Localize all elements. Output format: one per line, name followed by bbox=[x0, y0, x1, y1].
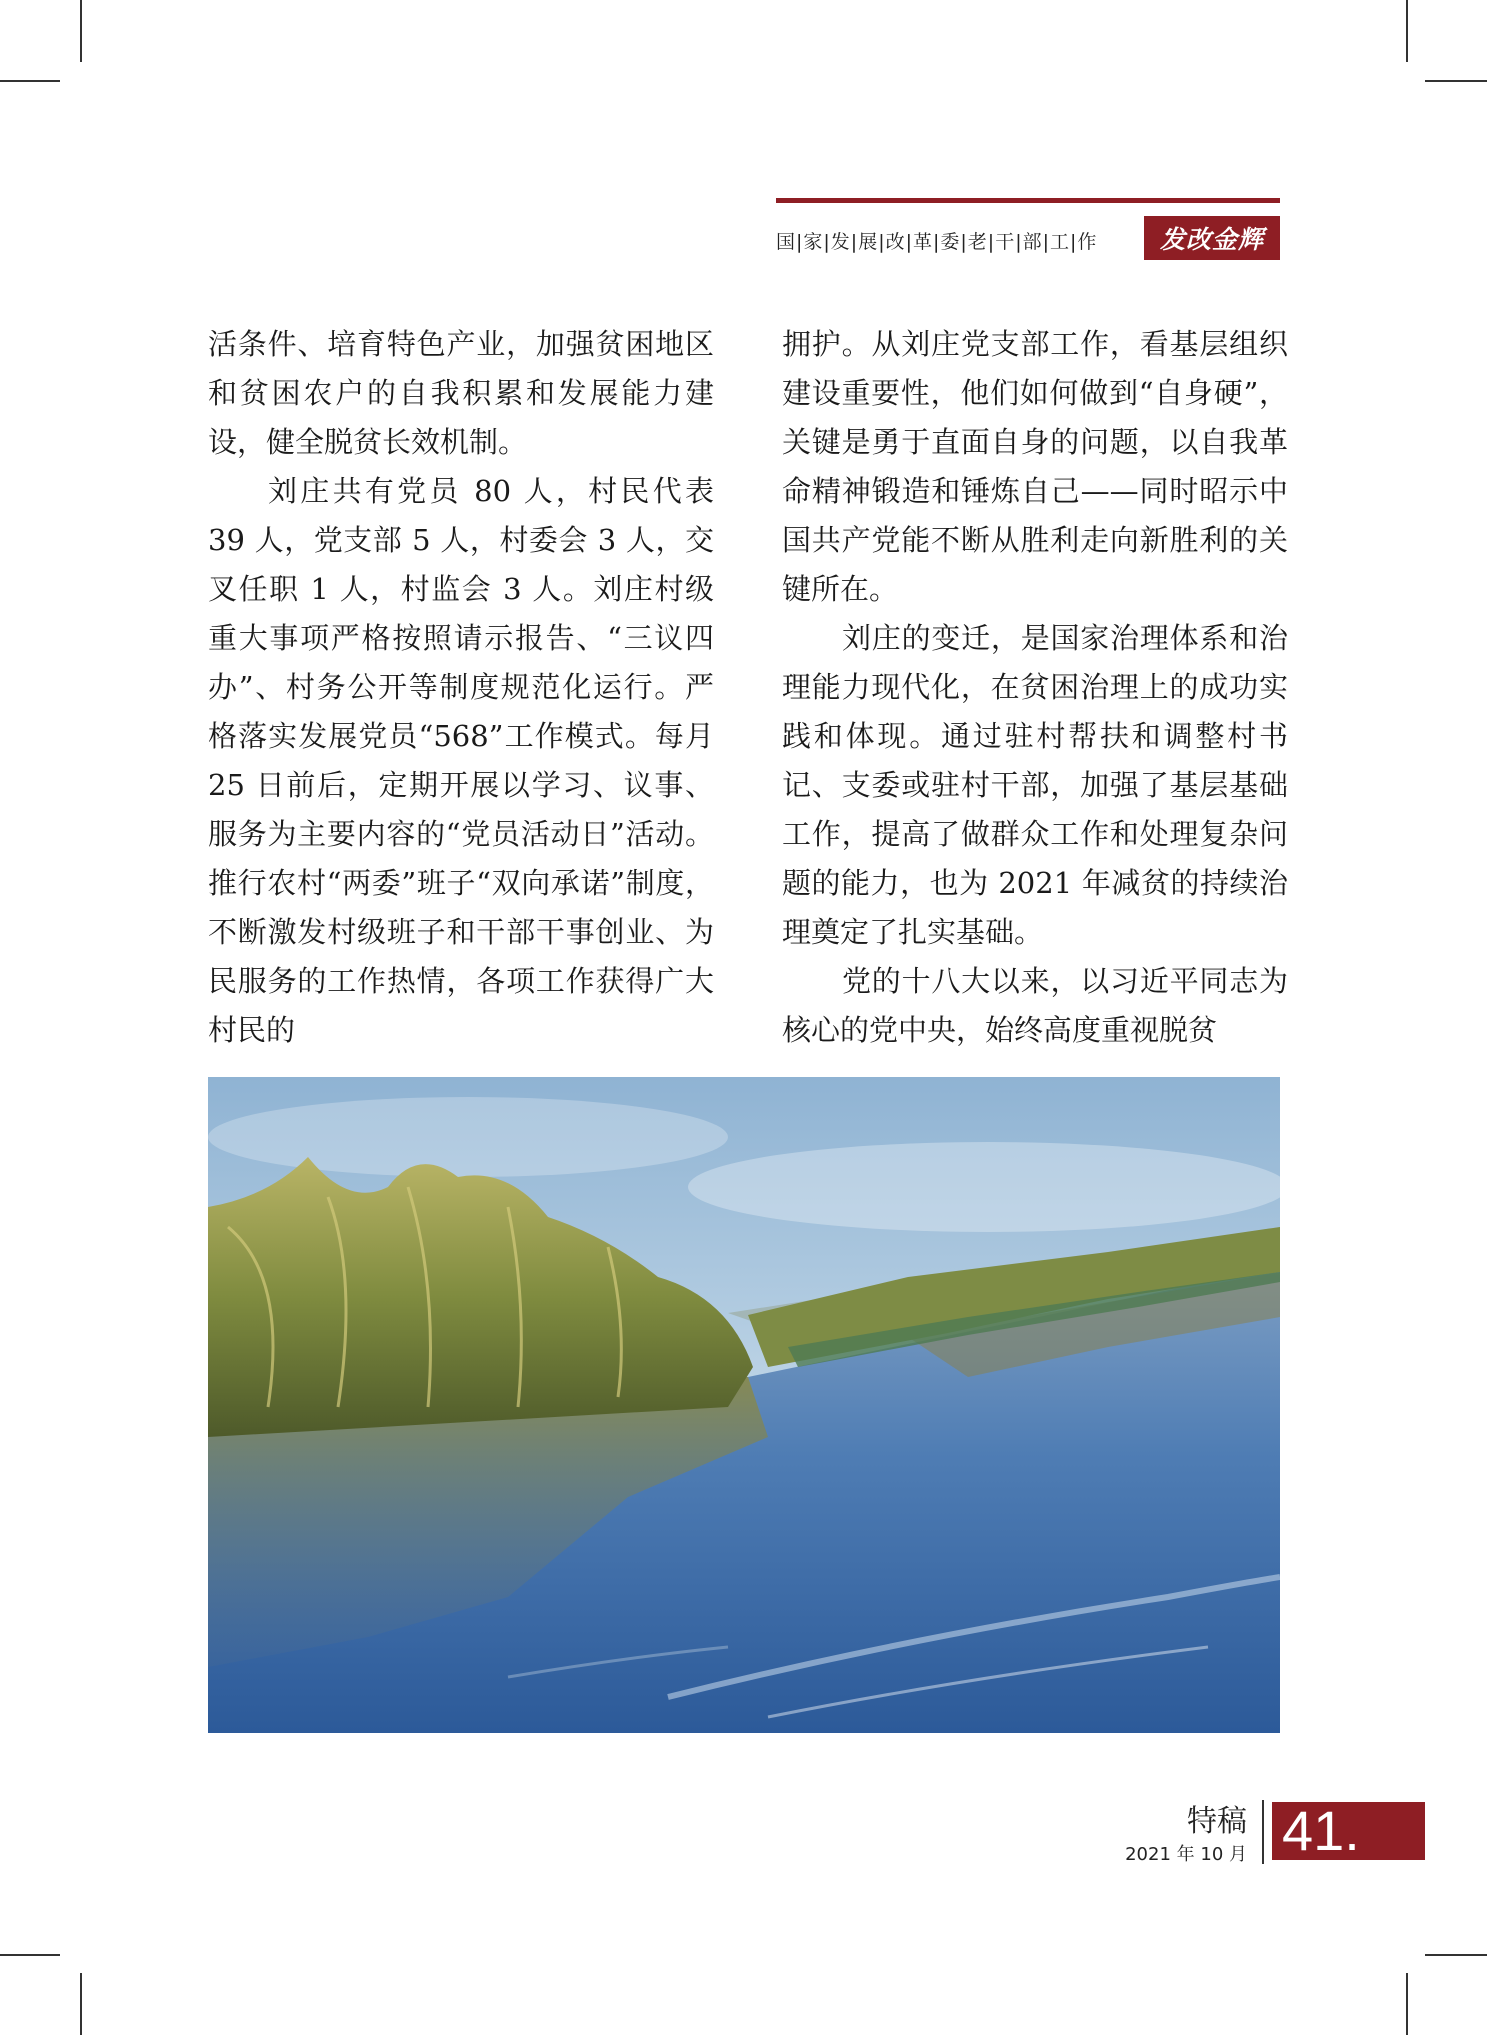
issue-date: 2021 年 10 月 bbox=[1125, 1844, 1247, 1865]
paragraph: 拥护。从刘庄党支部工作，看基层组织建设重要性，他们如何做到“自身硬”，关键是勇于直面自身的问题，以自我革命精神锻造和锤炼自己——同时昭示中国共产党能不断从胜利走向新胜利的关键所在。 bbox=[782, 327, 1288, 606]
footer-divider bbox=[1262, 1800, 1264, 1864]
crop-mark bbox=[1425, 80, 1487, 82]
header-rule bbox=[776, 198, 1280, 203]
crop-mark bbox=[0, 1954, 60, 1956]
lake-reeds-photo bbox=[208, 1077, 1280, 1733]
running-header bbox=[776, 222, 1097, 258]
brand-badge: 发改金辉 bbox=[1144, 216, 1280, 260]
text-column-right bbox=[782, 320, 1288, 1055]
header-label: 国|家|发|展|改|革|委|老|干|部|工|作 bbox=[776, 230, 1098, 253]
crop-mark bbox=[80, 1973, 82, 2035]
paragraph: 刘庄共有党员 80 人，村民代表 39 人，党支部 5 人，村委会 3 人，交叉任职 1 人，村监会 3 人。刘庄村级重大事项严格按照请示报告、“三议四办”、村务公开等制度规范化运行。严格落实发展党员“568”工作模式。每月 25 日前后，定期开展以学习、议事、服务为主要内容的“党员活动日”活动。推行农村“两委”班子“双向承诺”制度，不断激发村级班子和干部干事创业、为民服务的工作热情，各项工作获得广大村民的 bbox=[208, 474, 714, 1047]
paragraph: 刘庄的变迁，是国家治理体系和治理能力现代化，在贫困治理上的成功实践和体现。通过驻村帮扶和调整村书记、支委或驻村干部，加强了基层基础工作，提高了做群众工作和处理复杂问题的能力，也为 2021 年减贫的持续治理奠定了扎实基础。 bbox=[782, 621, 1288, 949]
crop-mark bbox=[0, 80, 60, 82]
section-label: 特稿 bbox=[1187, 1804, 1247, 1839]
crop-mark bbox=[1406, 1973, 1408, 2035]
lake-photo-illustration bbox=[208, 1077, 1280, 1733]
crop-mark bbox=[1406, 0, 1408, 62]
crop-mark bbox=[80, 0, 82, 62]
crop-mark bbox=[1425, 1954, 1487, 1956]
text-column-left bbox=[208, 320, 714, 1055]
paragraph: 党的十八大以来，以习近平同志为核心的党中央，始终高度重视脱贫 bbox=[782, 964, 1288, 1047]
page-number: 41. bbox=[1272, 1802, 1425, 1860]
paragraph: 活条件、培育特色产业，加强贫困地区和贫困农户的自我积累和发展能力建设，健全脱贫长效机制。 bbox=[208, 327, 714, 459]
